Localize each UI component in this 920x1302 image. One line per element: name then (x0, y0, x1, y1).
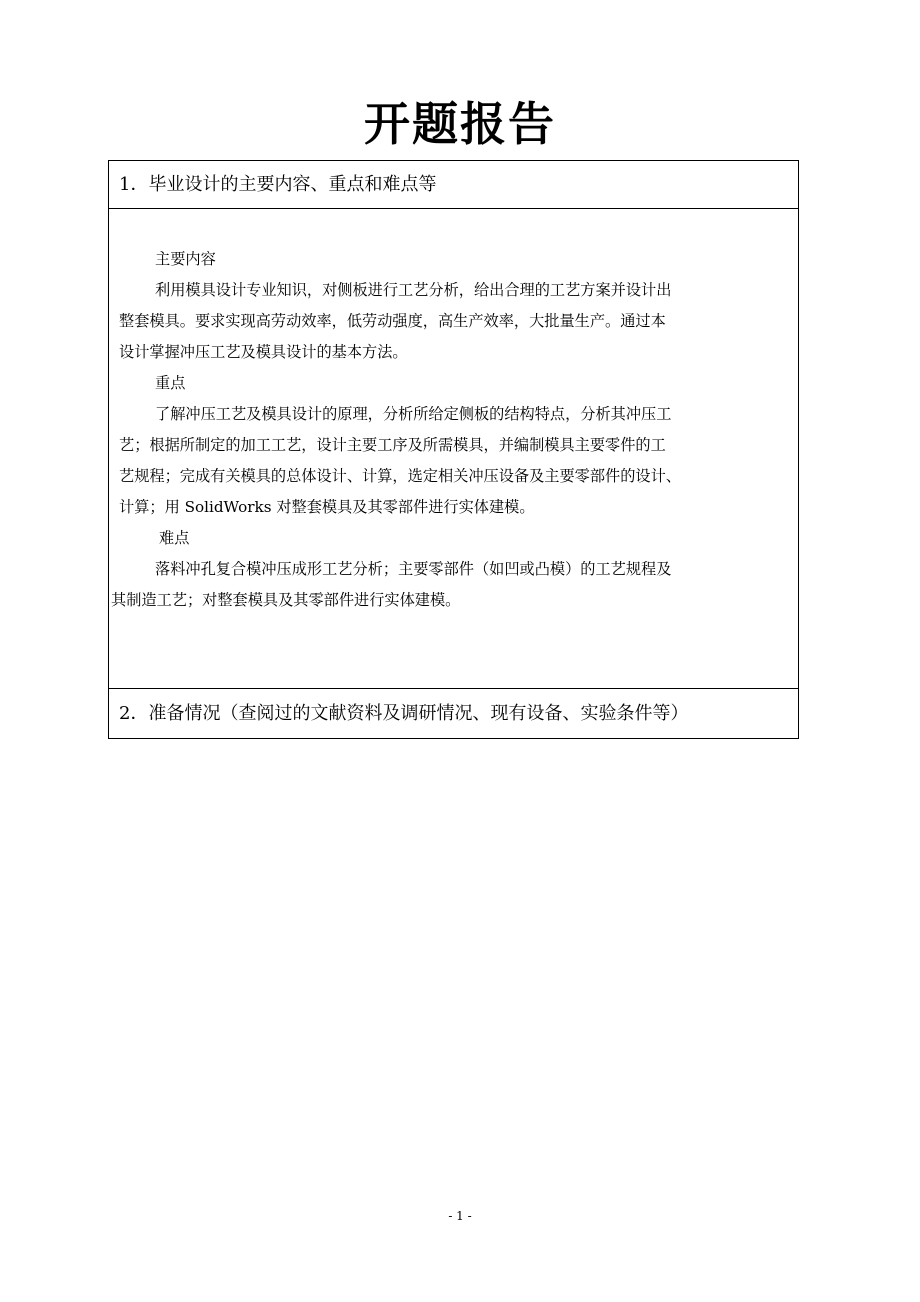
section-1-heading: 1．毕业设计的主要内容、重点和难点等 (109, 161, 798, 209)
section-1-content (109, 210, 798, 689)
paragraph-line: 艺规程；完成有关模具的总体设计、计算，选定相关冲压设备及主要零部件的设计、 (119, 467, 681, 485)
paragraph-line: 其制造工艺；对整套模具及其零部件进行实体建模。 (111, 591, 461, 609)
paragraph-line: 设计掌握冲压工艺及模具设计的基本方法。 (119, 343, 408, 361)
section-2-heading: 2．准备情况（查阅过的文献资料及调研情况、现有设备、实验条件等） (119, 703, 689, 724)
page-title: 开题报告 (364, 97, 556, 151)
paragraph-line: 了解冲压工艺及模具设计的原理，分析所给定侧板的结构特点，分析其冲压工 (155, 405, 672, 423)
report-table (108, 160, 799, 739)
subheading-main-content: 主要内容 (155, 250, 216, 268)
paragraph-line: 艺；根据所制定的加工工艺，设计主要工序及所需模具，并编制模具主要零件的工 (119, 436, 666, 454)
subheading-key-points: 重点 (155, 374, 186, 392)
page-number: - 1 - (448, 1209, 472, 1223)
subheading-difficulties: 难点 (159, 529, 190, 547)
paragraph-line: 计算；用 SolidWorks 对整套模具及其零部件进行实体建模。 (119, 498, 535, 516)
paragraph-line: 整套模具。要求实现高劳动效率，低劳动强度，高生产效率，大批量生产。通过本 (119, 312, 666, 330)
paragraph-line: 利用模具设计专业知识，对侧板进行工艺分析，给出合理的工艺方案并设计出 (155, 281, 672, 299)
paragraph-line: 落料冲孔复合模冲压成形工艺分析；主要零部件（如凹或凸模）的工艺规程及 (155, 560, 672, 578)
